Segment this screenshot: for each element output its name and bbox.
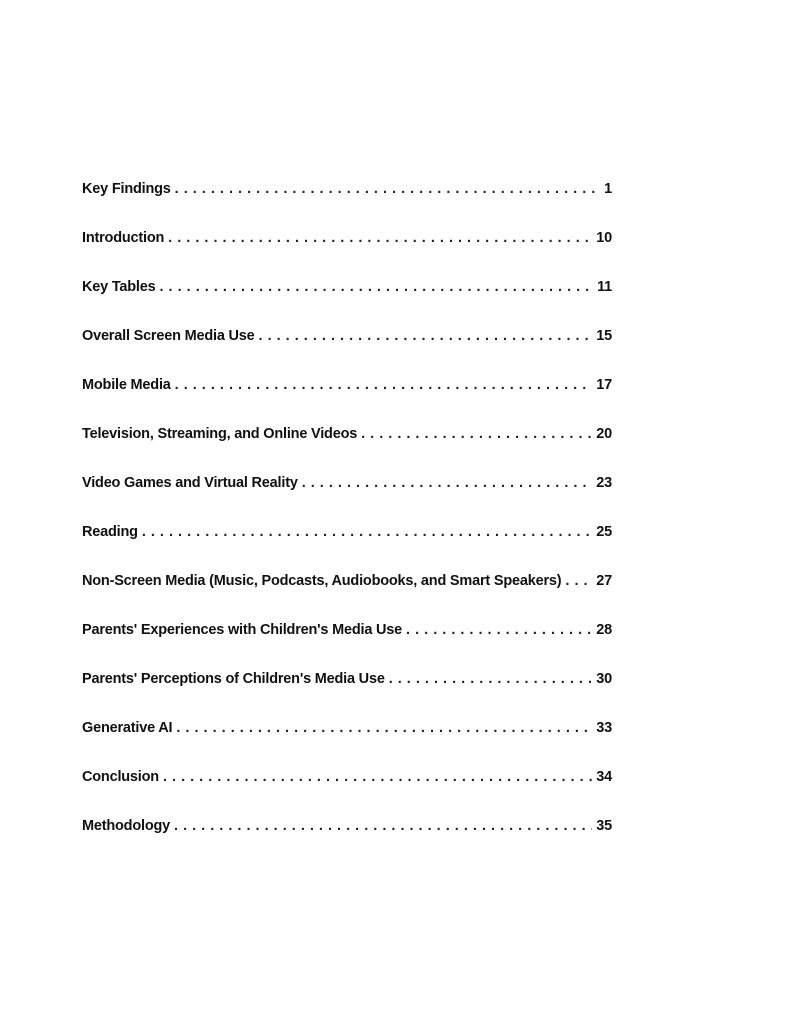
dot-leader	[259, 328, 593, 344]
toc-entry-title: Key Tables	[82, 279, 156, 295]
toc-entry-conclusion[interactable]	[82, 769, 612, 818]
toc-entry-title: Key Findings	[82, 181, 171, 197]
toc-entry-title: Parents' Experiences with Children's Media Use	[82, 622, 403, 638]
dot-leader	[361, 426, 592, 442]
toc-entry-page: 23	[596, 475, 612, 491]
toc-entry-title: Conclusion	[82, 769, 159, 785]
toc-entry-parents-perceptions[interactable]	[82, 671, 612, 720]
toc-entry-title: Reading	[82, 524, 138, 540]
toc-entry-reading[interactable]	[82, 524, 612, 573]
dot-leader	[406, 622, 592, 638]
toc-entry-page: 10	[596, 230, 612, 246]
dot-leader	[175, 377, 593, 393]
toc-entry-title: Video Games and Virtual Reality	[82, 475, 298, 491]
dot-leader	[565, 573, 592, 589]
dot-leader	[163, 769, 592, 785]
toc-entry-key-findings[interactable]	[82, 181, 612, 230]
dot-leader	[160, 279, 594, 295]
table-of-contents	[82, 181, 612, 867]
toc-entry-title: Methodology	[82, 818, 171, 834]
toc-entry-title: Mobile Media	[82, 377, 171, 393]
toc-entry-generative-ai[interactable]	[82, 720, 612, 769]
toc-entry-page: 27	[596, 573, 612, 589]
toc-entry-page: 33	[596, 720, 612, 736]
toc-entry-title: Introduction	[82, 230, 165, 246]
toc-entry-overall-screen-media-use[interactable]	[82, 328, 612, 377]
dot-leader	[175, 181, 600, 197]
toc-entry-mobile-media[interactable]	[82, 377, 612, 426]
toc-entry-page: 30	[596, 671, 612, 687]
dot-leader	[302, 475, 593, 491]
toc-entry-non-screen-media[interactable]	[82, 573, 612, 622]
toc-entry-parents-experiences[interactable]	[82, 622, 612, 671]
toc-entry-introduction[interactable]	[82, 230, 612, 279]
toc-entry-methodology[interactable]	[82, 818, 612, 867]
toc-entry-page: 34	[596, 769, 612, 785]
dot-leader	[176, 720, 592, 736]
toc-entry-page: 25	[596, 524, 612, 540]
toc-entry-page: 15	[596, 328, 612, 344]
toc-entry-title: Non-Screen Media (Music, Podcasts, Audiobooks, and Smart Speakers)	[82, 573, 562, 589]
dot-leader	[174, 818, 592, 834]
toc-entry-page: 17	[596, 377, 612, 393]
dot-leader	[168, 230, 592, 246]
toc-entry-key-tables[interactable]	[82, 279, 612, 328]
toc-entry-video-games[interactable]	[82, 475, 612, 524]
toc-entry-page: 20	[596, 426, 612, 442]
toc-entry-page: 1	[604, 181, 612, 197]
toc-entry-television-streaming[interactable]	[82, 426, 612, 475]
toc-entry-title: Generative AI	[82, 720, 173, 736]
toc-entry-title: Parents' Perceptions of Children's Media Use	[82, 671, 385, 687]
dot-leader	[389, 671, 593, 687]
toc-entry-page: 28	[596, 622, 612, 638]
dot-leader	[142, 524, 592, 540]
toc-entry-title: Overall Screen Media Use	[82, 328, 255, 344]
toc-entry-page: 11	[597, 279, 612, 295]
toc-entry-page: 35	[596, 818, 612, 834]
toc-entry-title: Television, Streaming, and Online Videos	[82, 426, 358, 442]
